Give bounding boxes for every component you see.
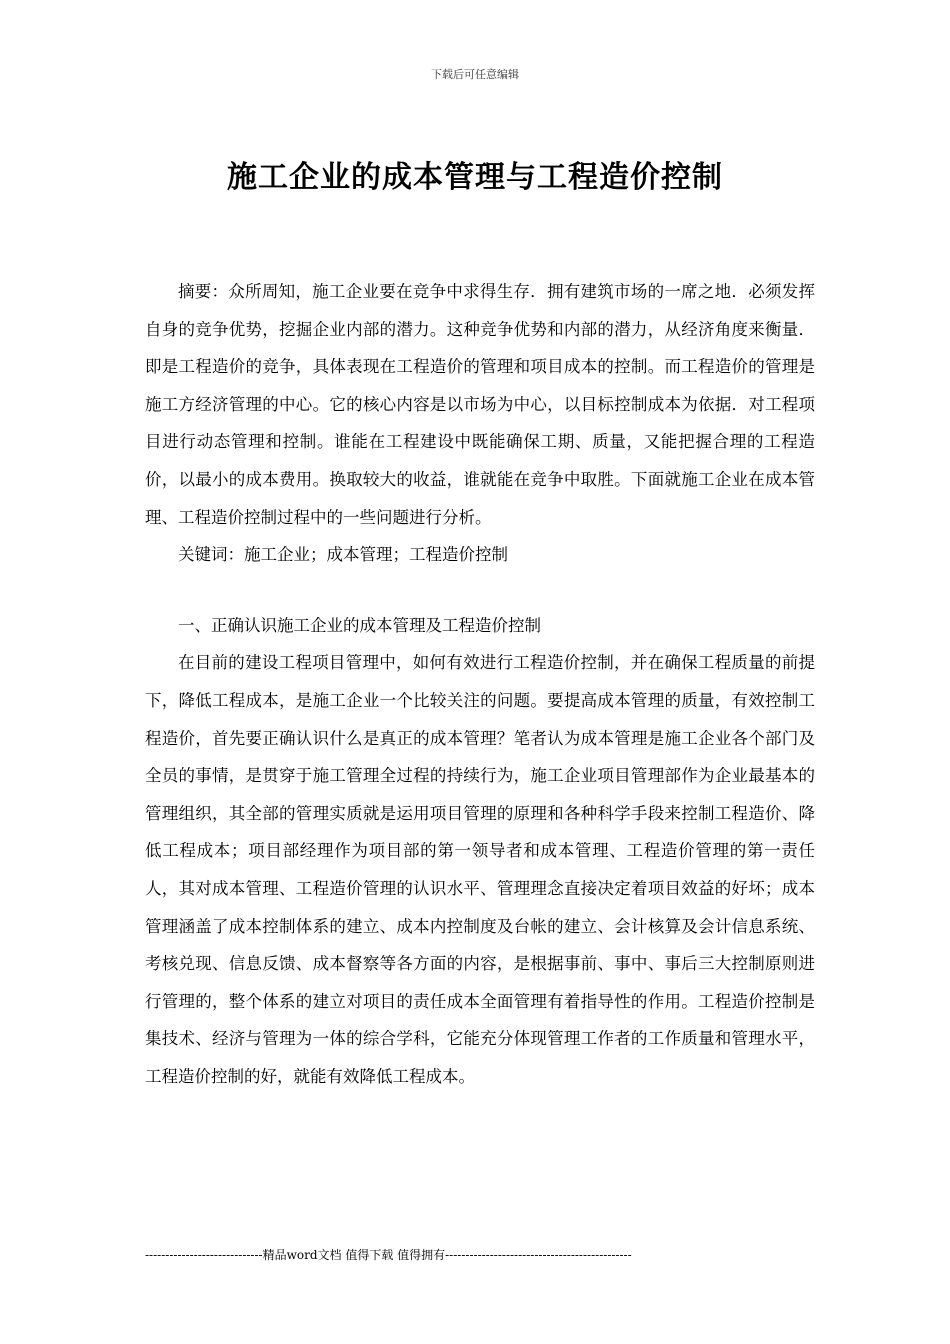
footer-note: -----------------------------精品word文档 值得下载 值得拥有---------------------------------------------- bbox=[145, 1248, 632, 1262]
abstract-paragraph: 摘要：众所周知，施工企业要在竞争中求得生存．拥有建筑市场的一席之地．必须发挥自身的竞争优势，挖掘企业内部的潜力。这种竞争优势和内部的潜力，从经济角度来衡量．即是工程造价的竞争，具体表现在工程造价的管理和项目成本的控制。而工程造价的管理是施工方经济管理的中心。它的核心内容是以市场为中心，以目标控制成本为依据．对工程项目进行动态管理和控制。谁能在工程建设中既能确保工期、质量，又能把握合理的工程造价，以最小的成本费用。换取较大的收益，谁就能在竞争中取胜。下面就施工企业在成本管理、工程造价控制过程中的一些问题进行分析。 bbox=[145, 282, 815, 527]
keywords-line: 关键词：施工企业；成本管理；工程造价控制 bbox=[178, 545, 508, 565]
document-title: 施工企业的成本管理与工程造价控制 bbox=[227, 160, 723, 195]
document-body bbox=[145, 273, 815, 1095]
section1-paragraph: 在目前的建设工程项目管理中，如何有效进行工程造价控制，并在确保工程质量的前提下，降低工程成本，是施工企业一个比较关注的问题。要提高成本管理的质量，有效控制工程造价，首先要正确认识什么是真正的成本管理？笔者认为成本管理是施工企业各个部门及全员的事情，是贯穿于施工管理全过程的持续行为，施工企业项目管理部作为企业最基本的管理组织，其全部的管理实质就是运用项目管理的原理和各种科学手段来控制工程造价、降低工程成本；项目部经理作为项目部的第一领导者和成本管理、工程造价管理的第一责任人，其对成本管理、工程造价管理的认识水平、管理理念直接决定着项目效益的好坏；成本管理涵盖了成本控制体系的建立、成本内控制度及台帐的建立、会计核算及会计信息系统、考核兑现、信息反馈、成本督察等各方面的内容，是根据事前、事中、事后三大控制原则进行管理的，整个体系的建立对项目的责任成本全面管理有着指导性的作用。工程造价控制是集技术、经济与管理为一体的综合学科，它能充分体现管理工作者的工作质量和管理水平，工程造价控制的好，就能有效降低工程成本。 bbox=[145, 653, 815, 1086]
section-gap bbox=[145, 574, 815, 607]
section1-heading: 一、正确认识施工企业的成本管理及工程造价控制 bbox=[178, 615, 541, 635]
header-note: 下载后可任意编辑 bbox=[431, 68, 519, 81]
